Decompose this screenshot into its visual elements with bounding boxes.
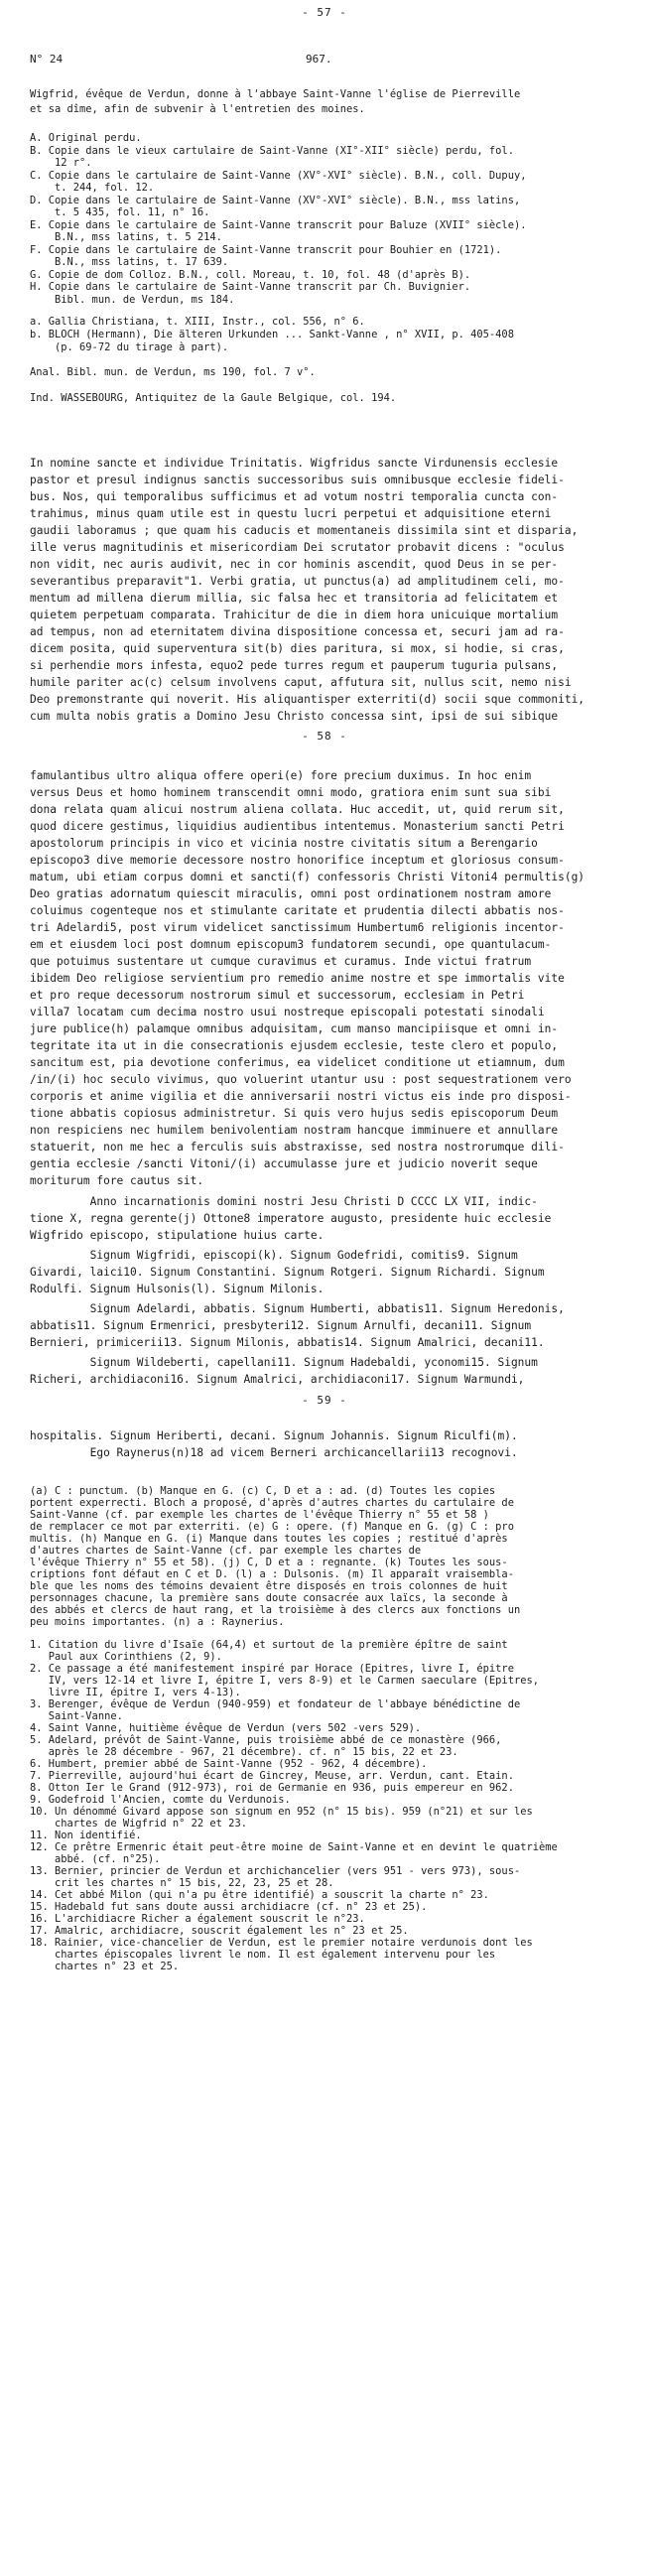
latin-line: tione abbatis copiosus administretur. Si quis vero hujus sedis episcoporum Deum — [30, 1108, 559, 1120]
source-line: B.N., mss latins, t. 5 214. — [30, 231, 222, 243]
footnote-line: 4. Saint Vanne, huitième évêque de Verdun (vers 502 -vers 529). — [30, 1722, 422, 1734]
latin-line: ille verus magnitudinis et misericordiam Dei scrutator probavit dicens : "oculus — [30, 542, 565, 554]
edition-line: (p. 69-72 du tirage à part). — [30, 341, 229, 353]
page-number-57: - 57 - — [302, 6, 347, 19]
summary-line: Wigfrid, évêque de Verdun, donne à l'abbaye Saint-Vanne l'église de Pierreville — [30, 88, 521, 100]
edition-line: b. BLOCH (Hermann), Die älteren Urkunden ... Sankt-Vanne , n° XVII, p. 405-408 — [30, 329, 514, 340]
latin-line: humile pariter ac(c) celsum involvens caput, affutura sit, nullus scit, nemo nisi — [30, 677, 572, 689]
latin-line: Deo gratias adornatum quiescit miraculis, omni post ordinationem nostram amore — [30, 888, 552, 900]
latin-line: severantibus preparavit"1. Verbi gratia, ut punctus(a) ad amplitudinem celi, mo- — [30, 576, 565, 588]
latin-line: Signum Adelardi, abbatis. Signum Humberti, abbatis11. Signum Heredonis, — [30, 1303, 565, 1315]
latin-line: abbatis11. Signum Ermenrici, presbyteri12. Signum Arnulfi, decani11. Signum — [30, 1320, 532, 1332]
footnote-line: 12. Ce prêtre Ermenric était peut-être moine de Saint-Vanne et en devint le quatrième — [30, 1841, 558, 1853]
page-number-58: - 58 - — [302, 730, 347, 743]
footnote-line: 17. Amalric, archidiacre, souscrit également les n° 23 et 25. — [30, 1925, 409, 1937]
latin-line: ibidem Deo religiose servientium pro remedio anime nostre et spe immortalis vite — [30, 973, 565, 985]
latin-line: tione X, regna gerente(j) Ottone8 imperatore augusto, presidente huic ecclesie — [30, 1213, 552, 1225]
latin-line: em et eiusdem loci post domnum episcopum3 fundatorem secundi, ope quantulacum- — [30, 939, 552, 951]
footnote-line: 2. Ce passage a été manifestement inspiré par Horace (Epitres, livre I, épitre — [30, 1663, 514, 1675]
latin-line: dona relata quam alicui nostrum aliena collata. Huc accedit, ut, quid rerum sit, — [30, 804, 565, 816]
latin-line: quietem perpetuam comparata. Trahicitur de die in diem hora unicuique mortalium — [30, 610, 559, 621]
source-line: Bibl. mun. de Verdun, ms 184. — [30, 294, 235, 306]
apparatus-line: multis. (h) Manque en G. (i) Manque dans toutes les copies ; restitué d'après — [30, 1533, 508, 1545]
latin-line: bus. Nos, qui temporalibus sufficimus et ad votum nostri temporalia cuncta con- — [30, 491, 559, 503]
charter-year: 967. — [306, 53, 332, 66]
latin-line: ad tempus, non ad eternitatem divina dispositione concessa et, securi jam ad ra- — [30, 626, 565, 638]
footnote-line: 6. Humbert, premier abbé de Saint-Vanne (952 - 962, 4 décembre). — [30, 1758, 428, 1770]
footnote-line: Saint-Vanne. — [30, 1710, 123, 1722]
footnote-line: 8. Otton Ier le Grand (912-973), roi de Germanie en 936, puis empereur en 962. — [30, 1782, 514, 1794]
source-line: G. Copie de dom Colloz. B.N., coll. Moreau, t. 10, fol. 48 (d'après B). — [30, 269, 471, 281]
latin-line: cum multa nobis gratis a Domino Jesu Christo concessa sint, ipsi de sui sibique — [30, 711, 559, 723]
latin-line: Anno incarnationis domini nostri Jesu Christi D CCCC LX VII, indic- — [30, 1196, 538, 1208]
latin-line: Ego Raynerus(n)18 ad vicem Berneri archicancellarii13 recognovi. — [30, 1447, 518, 1459]
latin-line: tegritate ita ut in die consecrationis ejusdem ecclesie, teste clero et populo, — [30, 1040, 559, 1052]
source-line: t. 5 435, fol. 11, n° 16. — [30, 206, 210, 218]
footnote-line: IV, vers 12-14 et livre I, épitre I, vers 8-9) et le Carmen saeculare (Epitres, — [30, 1675, 539, 1687]
footnote-line: 18. Rainier, vice-chancelier de Verdun, est le premier notaire verdunois dont les — [30, 1937, 533, 1949]
latin-line: si perhendie mors infesta, equo2 pede turres regum et pauperum tuguria pulsans, — [30, 660, 559, 672]
latin-line: jure publice(h) palamque omnibus adquisitam, cum manso mancipiisque et omni in- — [30, 1023, 559, 1035]
footnote-line: chartes n° 23 et 25. — [30, 1961, 180, 1972]
latin-line: non vidit, nec auris audivit, nec in cor hominis ascendit, quod Deus in se per- — [30, 559, 559, 571]
footnote-line: 3. Berenger, évêque de Verdun (940-959) et fondateur de l'abbaye bénédictine de — [30, 1698, 521, 1710]
footnote-line: chartes épiscopales livrent le nom. Il est également intervenu pour les — [30, 1949, 496, 1961]
latin-line: dicem posita, quid superventura sit(b) dies paritura, si mox, si hodie, si cras, — [30, 643, 565, 655]
latin-line: gentia ecclesie /sancti Vitoni/(i) accumulasse jure et judicio noverit seque — [30, 1158, 538, 1170]
indication-line: Ind. WASSEBOURG, Antiquitez de la Gaule Belgique, col. 194. — [30, 392, 397, 404]
latin-line: apostolorum principis in vico et vicinia nostre civitatis situm a Berengario — [30, 838, 538, 850]
source-line: H. Copie dans le cartulaire de Saint-Vanne transcrit par Ch. Buvignier. — [30, 281, 471, 293]
edition-line: a. Gallia Christiana, t. XIII, Instr., col. 556, n° 6. — [30, 316, 365, 328]
footnote-line: 10. Un dénommé Givard appose son signum en 952 (n° 15 bis). 959 (n°21) et sur les — [30, 1806, 533, 1818]
latin-line: moriturum fore cautus sit. — [30, 1175, 204, 1187]
source-line: C. Copie dans le cartulaire de Saint-Vanne (XV°-XVI° siècle). B.N., coll. Dupuy, — [30, 170, 527, 182]
latin-line: sancitum est, pia devotione conferimus, ea videlicet conditione ut etiamnum, dum — [30, 1057, 565, 1069]
latin-line: Signum Wigfridi, episcopi(k). Signum Godefridi, comitis9. Signum — [30, 1250, 518, 1262]
footnote-line: 7. Pierreville, aujourd'hui écart de Gincrey, Meuse, arr. Verdun, cant. Etain. — [30, 1770, 514, 1782]
latin-line: Rodulfi. Signum Hulsonis(l). Signum Milonis. — [30, 1284, 324, 1295]
source-line: A. Original perdu. — [30, 132, 142, 144]
latin-line: pastor et presul indignus sanctis successoribus suis omnibusque ecclesie fideli- — [30, 475, 565, 486]
footnote-line: 9. Godefroid l'Ancien, comte du Verdunois. — [30, 1794, 291, 1806]
apparatus-line: peu moins importantes. (n) a : Raynerius. — [30, 1616, 285, 1628]
latin-line: trahimus, minus quam utile est in questu lucri perpetui et adquisitione eterni — [30, 508, 552, 520]
footnote-line: 11. Non identifié. — [30, 1830, 142, 1841]
latin-line: Deo premonstrante qui noverit. His aliquantisper exterriti(d) socii sque commoniti, — [30, 694, 585, 706]
apparatus-line: ble que les noms des témoins devaient être disposés en trois colonnes de huit — [30, 1580, 508, 1592]
charter-number: N° 24 — [30, 53, 64, 66]
latin-line: coluimus cogenteque nos et stimulante caritate et prudentia dilecti abbatis nos- — [30, 905, 565, 917]
footnote-line: 13. Bernier, princier de Verdun et archichancelier (vers 951 - vers 973), sous- — [30, 1865, 521, 1877]
footnote-line: 5. Adelard, prévôt de Saint-Vanne, puis troisième abbé de ce monastère (966, — [30, 1734, 502, 1746]
apparatus-line: personnages chacune, la première sans doute consacrée aux laïcs, la seconde à — [30, 1592, 508, 1604]
latin-line: matum, ubi etiam corpus domni et sancti(f) confessoris Christi Vitoni4 permultis(g) — [30, 872, 585, 883]
apparatus-line: de remplacer ce mot par exterriti. (e) G : opere. (f) Manque en G. (g) C : pro — [30, 1521, 514, 1533]
analysis-line: Anal. Bibl. mun. de Verdun, ms 190, fol. 7 v°. — [30, 366, 316, 378]
apparatus-line: criptions font défaut en C et D. (l) a : Dulsonis. (m) Il apparaît vraisembla- — [30, 1568, 514, 1580]
footnote-line: 14. Cet abbé Milon (qui n'a pu être identifié) a souscrit la charte n° 23. — [30, 1889, 489, 1901]
source-line: t. 244, fol. 12. — [30, 182, 155, 194]
latin-line: Wigfrido episcopo, stipulatione huius carte. — [30, 1230, 324, 1242]
latin-line: quod dicere gestimus, liquidius audientibus intentemus. Monasterium sancti Petri — [30, 821, 565, 833]
footnote-line: livre II, épitre I, vers 4-13). — [30, 1687, 241, 1698]
source-line: B. Copie dans le vieux cartulaire de Saint-Vanne (XI°-XII° siècle) perdu, fol. — [30, 145, 514, 157]
latin-line: villa7 locatam cum decima nostro usui nostreque episcopali potestati sinodali — [30, 1007, 545, 1018]
apparatus-line: portent experrecti. Bloch a proposé, d'après d'autres chartes du cartulaire de — [30, 1497, 514, 1509]
source-line: 12 r°. — [30, 157, 92, 169]
source-line: B.N., mss latins, t. 17 639. — [30, 256, 229, 268]
footnote-line: 15. Hadebald fut sans doute aussi archidiacre (cf. n° 23 et 25). — [30, 1901, 428, 1913]
latin-line: non respiciens nec humilem benivolentiam nostram hancque imminuere et annullare — [30, 1125, 559, 1137]
apparatus-line: d'autres chartes de Saint-Vanne (cf. par exemple les chartes de — [30, 1545, 422, 1557]
footnote-line: abbé. (cf. n°25). — [30, 1853, 161, 1865]
footnote-line: 1. Citation du livre d'Isaïe (64,4) et surtout de la première épître de saint — [30, 1639, 508, 1651]
page-number-59: - 59 - — [302, 1394, 347, 1407]
latin-line: tri Adelardi5, post virum videlicet sanctissimum Humbertum6 religionis incentor- — [30, 922, 565, 934]
latin-line: famulantibus ultro aliqua offere operi(e) fore precium duximus. In hoc enim — [30, 770, 532, 782]
footnote-line: Paul aux Corinthiens (2, 9). — [30, 1651, 222, 1663]
apparatus-line: l'évêque Thierry n° 55 et 58). (j) C, D et a : regnante. (k) Toutes les sous- — [30, 1557, 508, 1568]
latin-line: Bernieri, primicerii13. Signum Milonis, abbatis14. Signum Amalrici, decani11. — [30, 1337, 545, 1349]
footnote-line: après le 28 décembre - 967, 21 décembre). cf. n° 15 bis, 22 et 23. — [30, 1746, 458, 1758]
latin-line: In nomine sancte et individue Trinitatis. Wigfridus sancte Virdunensis ecclesie — [30, 458, 559, 470]
source-line: E. Copie dans le cartulaire de Saint-Vanne transcrit pour Baluze (XVII° siècle). — [30, 219, 527, 231]
latin-line: que potuimus sustentare ut cumque curavimus et curamus. Inde victui fratrum — [30, 956, 532, 968]
footnote-line: 16. L'archidiacre Richer a également souscrit le n°23. — [30, 1913, 365, 1925]
latin-line: versus Deus et homo hominem transcendit omni modo, gratiora enim sunt sua sibi — [30, 787, 552, 799]
latin-line: Richeri, archidiaconi16. Signum Amalrici, archidiaconi17. Signum Warmundi, — [30, 1374, 525, 1386]
source-line: F. Copie dans le cartulaire de Saint-Vanne transcrit pour Bouhier en (1721). — [30, 244, 502, 256]
apparatus-line: des abbés et clercs de haut rang, et la troisième à des clercs aux fonctions un — [30, 1604, 521, 1616]
footnote-line: chartes de Wigfrid n° 22 et 23. — [30, 1818, 247, 1830]
latin-line: /in/(i) hoc seculo vivimus, quo voluerint utantur usu : post sequestrationem vero — [30, 1074, 572, 1086]
latin-line: episcopo3 dive memorie decessore nostro honorifice inceptum et gloriosus consum- — [30, 855, 565, 867]
latin-line: statuerit, non me hec a ferculis suis abstraxisse, sed nostra nostrorumque dili- — [30, 1142, 565, 1153]
apparatus-line: Saint-Vanne (cf. par exemple les chartes de l'évêque Thierry n° 55 et 58 ) — [30, 1509, 489, 1521]
latin-line: hospitalis. Signum Heriberti, decani. Signum Johannis. Signum Riculfi(m). — [30, 1430, 518, 1442]
footnote-line: crit les chartes n° 15 bis, 22, 23, 25 et 28. — [30, 1877, 334, 1889]
latin-line: Givardi, laici10. Signum Constantini. Signum Rotgeri. Signum Richardi. Signum — [30, 1267, 545, 1279]
latin-line: gaudii laboramus ; que quam his caducis et momentaneis dissimila sint et disparia, — [30, 525, 579, 537]
summary-line: et sa dîme, afin de subvenir à l'entretien des moines. — [30, 103, 365, 115]
apparatus-line: (a) C : punctum. (b) Manque en G. (c) C, D et a : ad. (d) Toutes les copies — [30, 1485, 496, 1497]
latin-line: corporis et anime vigilia et die anniversarii nostri victus eis inde pro disposi- — [30, 1091, 572, 1103]
latin-line: et pro reque decessorum nostrorum simul et successorum, ecclesiam in Petri — [30, 990, 525, 1002]
latin-line: mentum ad millena dierum millia, sic falsa hec et transitoria ad felicitatem et — [30, 593, 559, 605]
source-line: D. Copie dans le cartulaire de Saint-Vanne (XV°-XVI° siècle). B.N., mss latins, — [30, 195, 521, 206]
latin-line: Signum Wildeberti, capellani11. Signum Hadebaldi, yconomi15. Signum — [30, 1357, 538, 1369]
